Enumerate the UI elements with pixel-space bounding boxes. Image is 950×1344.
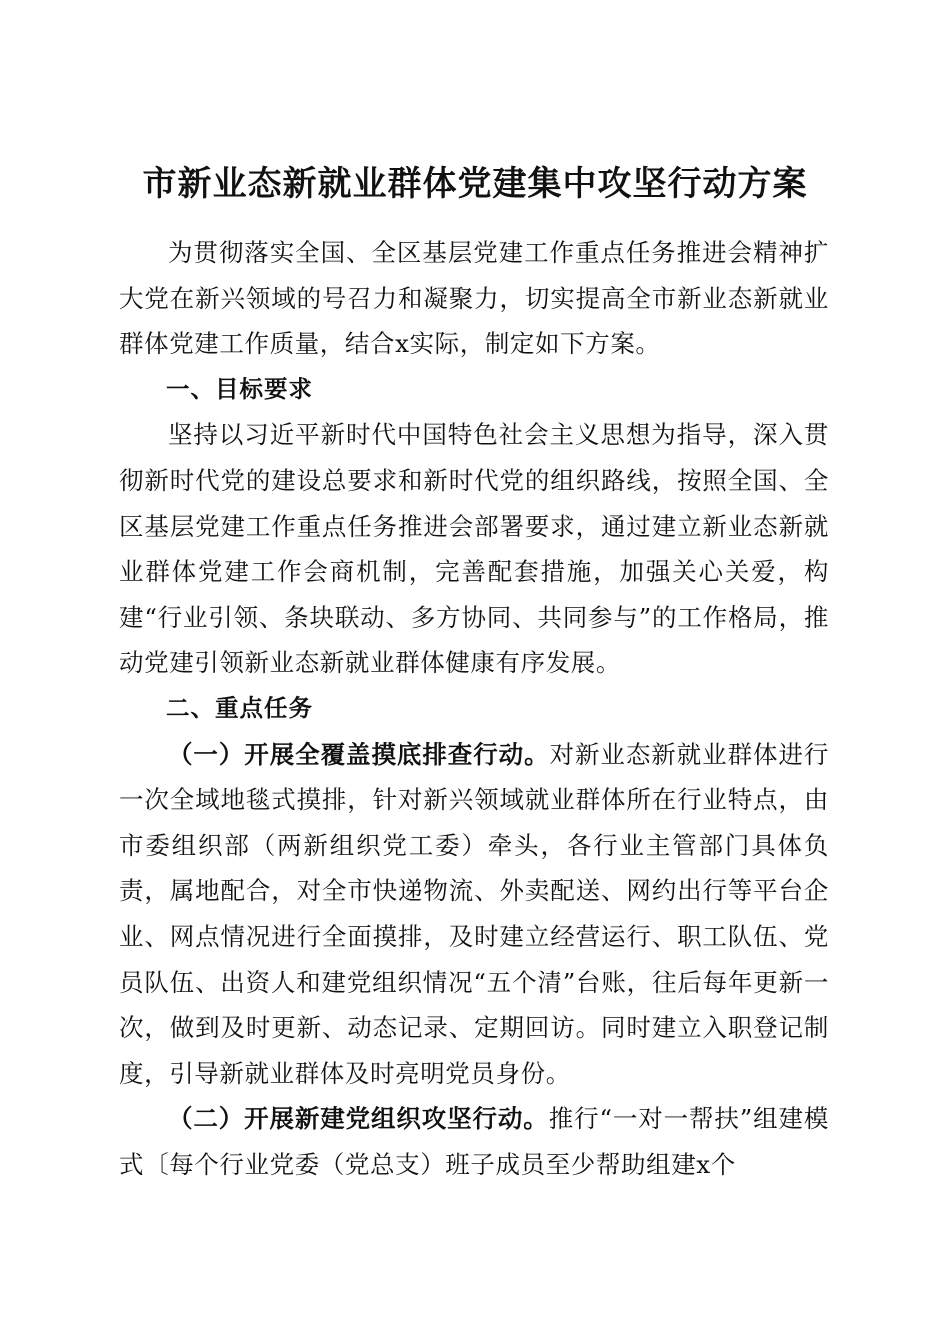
task-paragraph-2 xyxy=(119,1096,829,1187)
section-heading-goals: 一、目标要求 xyxy=(166,374,313,403)
goals-paragraph: 坚持以习近平新时代中国特色社会主义思想为指导，深入贯彻新时代党的建设总要求和新时代党的组织路线，按照全国、全区基层党建工作重点任务推进会部署要求，通过建立新业态新就业群体党建工作会商机制，完善配套措施，加强关心关爱，构建“行业引领、条块联动、多方协同、共同参与”的工作格局，推动党建引领新业态新就业群体健康有序发展。 xyxy=(119,420,829,678)
section-heading-tasks: 二、重点任务 xyxy=(166,693,313,722)
task-1-lead: （一）开展全覆盖摸底排查行动。 xyxy=(168,739,550,769)
task-2-lead: （二）开展新建党组织攻坚行动。 xyxy=(168,1104,549,1134)
task-1-text: 对新业态新就业群体进行一次全域地毯式摸排，针对新兴领域就业群体所在行业特点，由市委组织部（两新组织党工委）牵头，各行业主管部门具体负责，属地配合，对全市快递物流、外卖配送、网约出行等平台企业、网点情况进行全面摸排，及时建立经营运行、职工队伍、党员队伍、出资人和建党组织情况“五个清”台账，往后每年更新一次，做到及时更新、动态记录、定期回访。同时建立入职登记制度，引导新就业群体及时亮明党员身份。 xyxy=(119,739,830,1088)
intro-paragraph: 为贯彻落实全国、全区基层党建工作重点任务推进会精神扩大党在新兴领域的号召力和凝聚力，切实提高全市新业态新就业群体党建工作质量，结合x实际，制定如下方案。 xyxy=(119,238,829,359)
task-paragraph-1 xyxy=(119,732,829,1097)
task-2-text: 推行“一对一帮扶”组建模式〔每个行业党委（党总支）班子成员至少帮助组建x个 xyxy=(119,1104,830,1179)
document-title: 市新业态新就业群体党建集中攻坚行动方案 xyxy=(142,163,808,204)
document-body xyxy=(119,230,829,1187)
